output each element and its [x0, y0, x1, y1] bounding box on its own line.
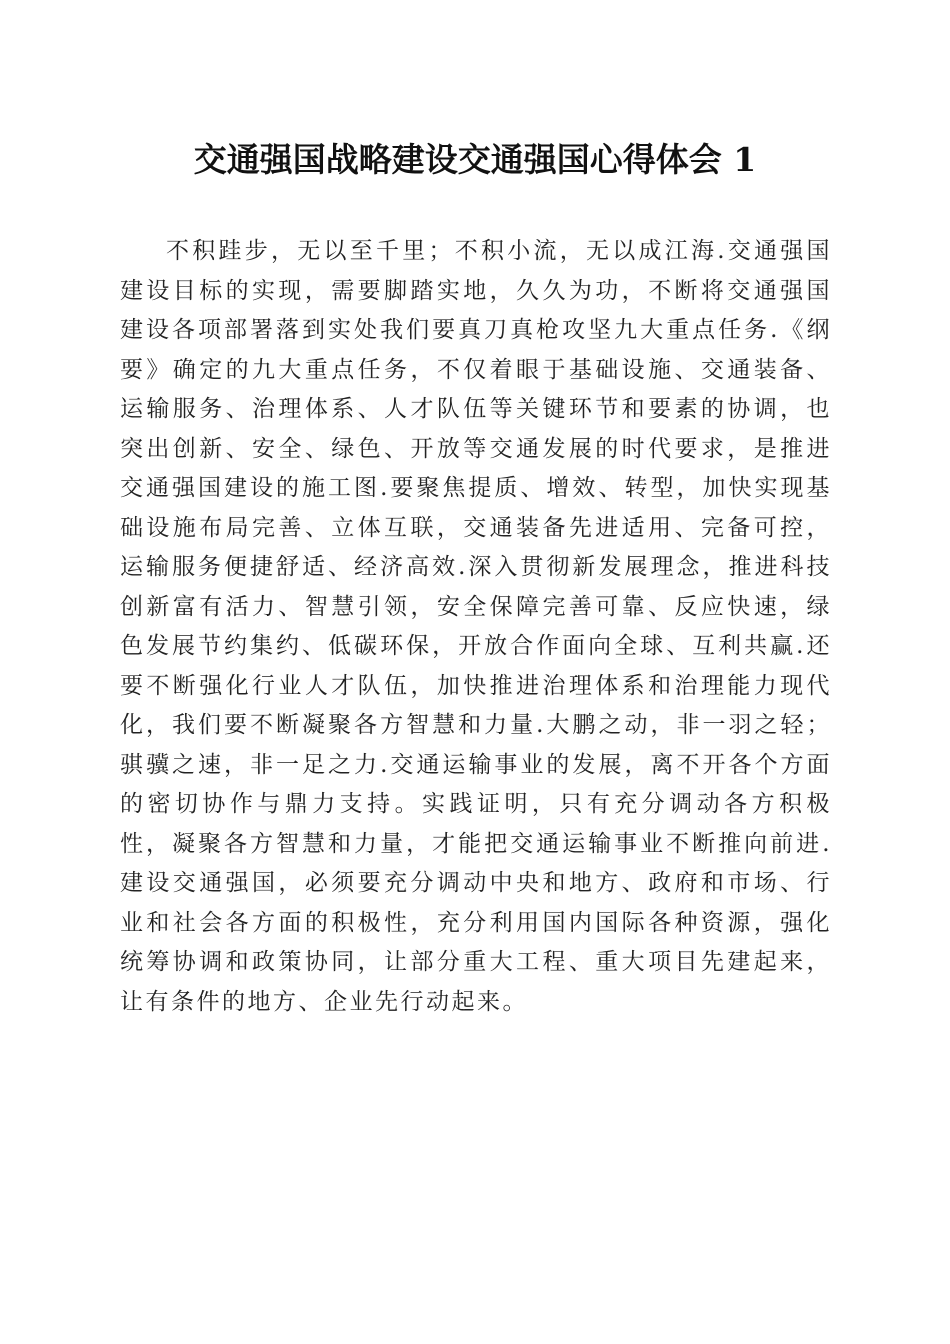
- document-title: 交通强国战略建设交通强国心得体会 1: [193, 140, 757, 179]
- body-paragraph: 不积跬步，无以至千里；不积小流，无以成江海.交通强国建设目标的实现，需要脚踏实地，久久为功，不断将交通强国建设各项部署落到实处我们要真刀真枪攻坚九大重点任务.《纲要》确定的九大重点任务，不仅着眼于基础设施、交通装备、运输服务、治理体系、人才队伍等关键环节和要素的协调，也突出创新、安全、绿色、开放等交通发展的时代要求，是推进交通强国建设的施工图.要聚焦提质、增效、转型，加快实现基础设施布局完善、立体互联，交通装备先进适用、完备可控，运输服务便捷舒适、经济高效.深入贯彻新发展理念，推进科技创新富有活力、智慧引领，安全保障完善可靠、反应快速，绿色发展节约集约、低碳环保，开放合作面向全球、互利共赢.还要不断强化行业人才队伍，加快推进治理体系和治理能力现代化，我们要不断凝聚各方智慧和力量.大鹏之动，非一羽之轻；骐骥之速，非一足之力.交通运输事业的发展，离不开各个方面的密切协作与鼎力支持。实践证明，只有充分调动各方积极性，凝聚各方智慧和力量，才能把交通运输事业不断推向前进.建设交通强国，必须要充分调动中央和地方、政府和市场、行业和社会各方面的积极性，充分利用国内国际各种资源，强化统筹协调和政策协同，让部分重大工程、重大项目先建起来，让有条件的地方、企业先行动起来。: [120, 238, 832, 1015]
